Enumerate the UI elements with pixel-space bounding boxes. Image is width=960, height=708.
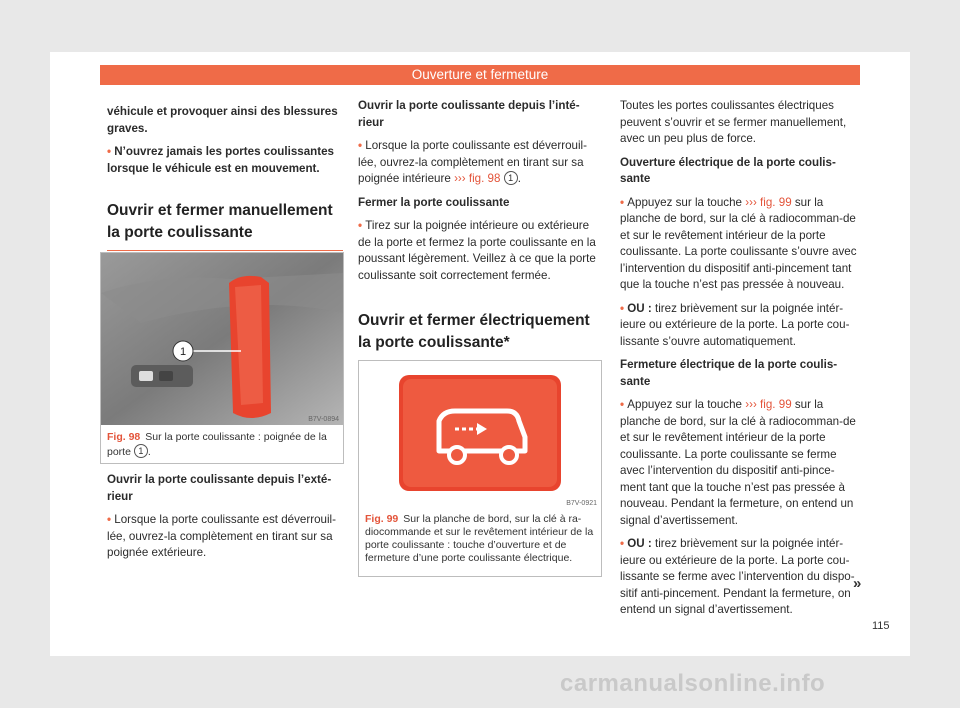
warning-text-1: véhicule et provoquer ainsi des blessures graves. [107,105,338,135]
bullet-icon: • [358,219,366,232]
column-2 [358,98,601,291]
column-3 [620,98,860,626]
figure-caption: Fig. 98 Sur la porte coulissante : poignée de la porte 1 . [107,431,327,458]
paragraph-electric-close-or: • OU : tirez brièvement sur la poignée intér-ieure ou extérieure de la porte. La porte cou-lissante se ferme avec l’intervention du dispo-sitif anti-pincement. Pendant la fermeture, on entend un signal d’avertissement. [620,537,855,616]
bullet-icon: • [107,145,115,158]
paragraph-interior: • Lorsque la porte coulissante est déverrouil-lée, ouvrez-la complètement en tirant sur sa poignée intérieure ››› fig. 98 1 . [358,139,587,185]
warning-text-2: • N’ouvrez jamais les portes coulissantes lorsque le véhicule est en mouvement. [107,145,335,175]
page-number: 115 [872,620,890,632]
bullet-icon: • [620,195,628,209]
subheading-interior: Ouvrir la porte coulissante depuis l’inté-rieur [358,99,580,129]
figure-label: Fig. 98 [107,431,141,443]
subheading-electric-open: Ouverture électrique de la porte coulis-sante [620,155,836,185]
watermark: carmanualsonline.info [560,670,826,697]
paragraph-close: • Tirez sur la poignée intérieure ou extérieure de la porte et fermez la porte coulissante en la poussant légèrement. Veillez à ce que la porte coulissante soit correctement fermée. [358,219,596,282]
figure-99 [358,360,602,577]
reference-number: 1 [504,171,518,185]
figure-reference-link[interactable]: ››› fig. 98 [454,172,501,185]
section-manual [107,200,343,251]
figure-callout: 1 [179,346,187,358]
door-handle-image [101,253,343,425]
section-electric [358,310,601,361]
page-header: Ouverture et fermeture [100,65,860,85]
section-title-electric: Ouvrir et fermer électriquement la porte coulissante* [358,310,601,361]
subheading-close: Fermer la porte coulissante [358,195,510,209]
subheading-exterior: Ouvrir la porte coulissante depuis l’exté-rieur [107,473,332,503]
caption-ref-number: 1 [134,444,148,458]
bullet-icon: • [107,513,115,526]
bullet-icon: • [620,537,628,550]
image-code: B7V-0921 [566,500,597,507]
column-1 [107,104,343,184]
subheading-electric-close: Fermeture électrique de la porte coulis-sante [620,358,838,388]
bullet-icon: • [358,139,366,152]
figure-98 [100,252,344,464]
sliding-door-button-image [359,361,601,509]
figure-caption: Fig. 99 Sur la planche de bord, sur la clé à ra-diocommande et sur le revêtement intérieur de la porte coulissante : touche d’ouverture et de fermeture d’une porte coulissante électrique. [365,513,594,564]
paragraph-exterior: • Lorsque la porte coulissante est déverrouil-lée, ouvrez-la complètement en tirant sur sa poignée extérieure. [107,513,336,559]
paragraph-electric-close: • Appuyez sur la touche ››› fig. 99 sur la planche de bord, sur la clé à radiocomman-de et sur le revêtement intérieur de la porte coulissante. La porte coulissante se ferme avec l’intervention du dispositif anti-pince-ment tant que la touche n’est pas pressée à nouveau. Pendant la fermeture, on entend un signal d’avertissement. [620,398,856,527]
bullet-icon: • [620,301,628,315]
figure-label: Fig. 99 [365,513,399,525]
figure-reference-link[interactable]: ››› fig. 99 [745,195,792,209]
paragraph-electric-open-or: • OU : tirez brièvement sur la poignée intér-ieure ou extérieure de la porte. La porte cou-lissante s’ouvre automatiquement. [620,301,850,348]
continue-arrow-icon: » [853,575,862,592]
paragraph-intro: Toutes les portes coulissantes électriques peuvent s’ouvrir et se fermer manuellement, avec un peu plus de force. [620,99,847,145]
paragraph-electric-open: • Appuyez sur la touche ››› fig. 99 sur la planche de bord, sur la clé à radiocomman-de et sur le revêtement intérieur de la porte coulissante. La porte coulissante s’ouvre avec l’intervention du dispositif anti-pincement tant que la touche n’est pas pressée à nouveau. [620,195,857,291]
section-title-manual: Ouvrir et fermer manuellement la porte coulissante [107,200,343,251]
figure-reference-link[interactable]: ››› fig. 99 [745,398,792,411]
exterior-open-block [107,472,343,569]
image-code: B7V-0894 [308,416,339,423]
bullet-icon: • [620,398,628,411]
